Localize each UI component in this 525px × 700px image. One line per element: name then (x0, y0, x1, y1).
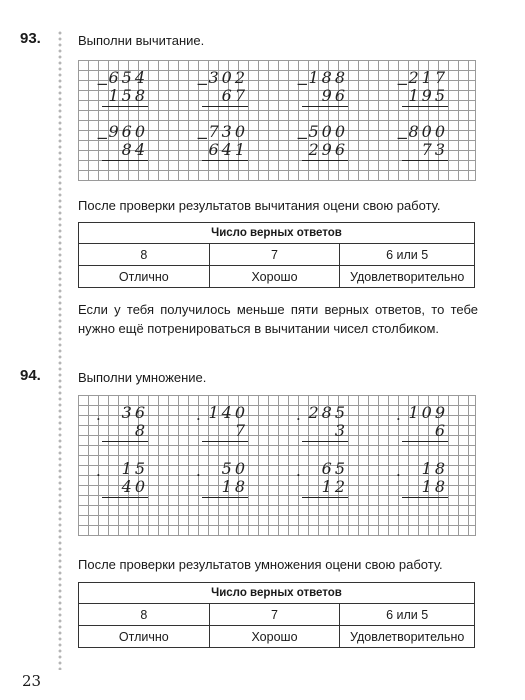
result-line (402, 497, 448, 498)
subtraction-problem (290, 122, 356, 162)
exercise-94-check-instruction: После проверки результатов умножения оцени свою работу. (78, 557, 443, 572)
table-cell-count: 8 (79, 244, 210, 266)
subtrahend: 158 (108, 86, 148, 105)
multiply-sign: · (196, 466, 201, 484)
multiply-sign: · (296, 410, 301, 428)
multiplier: 18 (421, 477, 448, 496)
minus-sign: − (196, 129, 209, 147)
result-line (302, 441, 348, 442)
multiply-sign: · (296, 466, 301, 484)
multiplier: 7 (234, 421, 248, 440)
subtrahend: 67 (221, 86, 248, 105)
table-cell-count: 7 (209, 604, 340, 626)
minuend: 960 (108, 122, 148, 141)
multiplicand: 140 (208, 403, 248, 422)
minus-sign: − (396, 75, 409, 93)
minus-sign: − (96, 129, 109, 147)
subtraction-problem (290, 68, 356, 108)
table-cell-count: 7 (209, 244, 340, 266)
result-line (202, 160, 248, 161)
minus-sign: − (396, 129, 409, 147)
result-line (202, 106, 248, 107)
multiply-sign: · (96, 466, 101, 484)
multiplicand: 285 (308, 403, 348, 422)
table-header: Число верных ответов (79, 223, 475, 244)
table-cell-grade: Хорошо (209, 626, 340, 648)
result-line (302, 160, 348, 161)
table-cell-grade: Отлично (79, 266, 210, 288)
table-cell-count: 8 (79, 604, 210, 626)
exercise-94-grade-table (78, 582, 475, 648)
table-cell-count: 6 или 5 (340, 244, 475, 266)
result-line (402, 160, 448, 161)
result-line (102, 106, 148, 107)
multiplicand: 18 (421, 459, 448, 478)
multiplication-problem (390, 403, 456, 443)
result-line (302, 497, 348, 498)
multiplication-problem (390, 459, 456, 499)
table-cell-grade: Хорошо (209, 266, 340, 288)
table-header: Число верных ответов (79, 583, 475, 604)
margin-dotted-line (58, 30, 62, 670)
subtraction-problem (390, 122, 456, 162)
subtrahend: 84 (121, 140, 148, 159)
minus-sign: − (96, 75, 109, 93)
exercise-94-task: Выполни умножение. (78, 370, 207, 385)
table-cell-grade: Отлично (79, 626, 210, 648)
subtraction-problem (90, 122, 156, 162)
subtrahend: 73 (421, 140, 448, 159)
exercise-93-grid (78, 60, 476, 181)
minus-sign: − (196, 75, 209, 93)
multiplier: 40 (121, 477, 148, 496)
table-cell-grade: Удовлетворительно (340, 266, 475, 288)
result-line (402, 441, 448, 442)
multiplier: 12 (321, 477, 348, 496)
minuend: 188 (308, 68, 348, 87)
multiplication-problem (190, 403, 256, 443)
result-line (102, 160, 148, 161)
minus-sign: − (296, 75, 309, 93)
subtrahend: 96 (321, 86, 348, 105)
minus-sign: − (296, 129, 309, 147)
table-cell-count: 6 или 5 (340, 604, 475, 626)
result-line (202, 497, 248, 498)
multiplicand: 65 (321, 459, 348, 478)
result-line (202, 441, 248, 442)
result-line (102, 497, 148, 498)
minuend: 500 (308, 122, 348, 141)
multiplicand: 109 (408, 403, 448, 422)
exercise-94-number: 94. (20, 367, 41, 384)
multiplicand: 36 (121, 403, 148, 422)
multiplicand: 50 (221, 459, 248, 478)
subtraction-problem (190, 68, 256, 108)
multiply-sign: · (196, 410, 201, 428)
exercise-93-grade-table (78, 222, 475, 288)
subtrahend: 195 (408, 86, 448, 105)
subtrahend: 296 (308, 140, 348, 159)
subtraction-problem (190, 122, 256, 162)
exercise-93-number: 93. (20, 30, 41, 47)
multiplier: 3 (334, 421, 348, 440)
multiplication-problem (290, 403, 356, 443)
exercise-93-note: Если у тебя получилось меньше пяти верных ответов, то тебе нужно ещё потренироваться в вычитании чисел столбиком. (78, 302, 478, 336)
minuend: 302 (208, 68, 248, 87)
multiplicand: 15 (121, 459, 148, 478)
subtraction-problem (390, 68, 456, 108)
subtraction-problem (90, 68, 156, 108)
multiplication-problem (190, 459, 256, 499)
page-number: 23 (22, 672, 42, 690)
multiply-sign: · (396, 410, 401, 428)
exercise-94-grid (78, 395, 476, 536)
minuend: 217 (408, 68, 448, 87)
multiplier: 6 (434, 421, 448, 440)
exercise-93-task: Выполни вычитание. (78, 33, 205, 48)
table-cell-grade: Удовлетворительно (340, 626, 475, 648)
multiply-sign: · (396, 466, 401, 484)
multiplier: 8 (134, 421, 148, 440)
exercise-93-check-instruction: После проверки результатов вычитания оцени свою работу. (78, 198, 441, 213)
result-line (102, 441, 148, 442)
multiplication-problem (90, 403, 156, 443)
minuend: 654 (108, 68, 148, 87)
multiplier: 18 (221, 477, 248, 496)
multiplication-problem (90, 459, 156, 499)
result-line (402, 106, 448, 107)
minuend: 800 (408, 122, 448, 141)
minuend: 730 (208, 122, 248, 141)
multiplication-problem (290, 459, 356, 499)
result-line (302, 106, 348, 107)
multiply-sign: · (96, 410, 101, 428)
subtrahend: 641 (208, 140, 248, 159)
